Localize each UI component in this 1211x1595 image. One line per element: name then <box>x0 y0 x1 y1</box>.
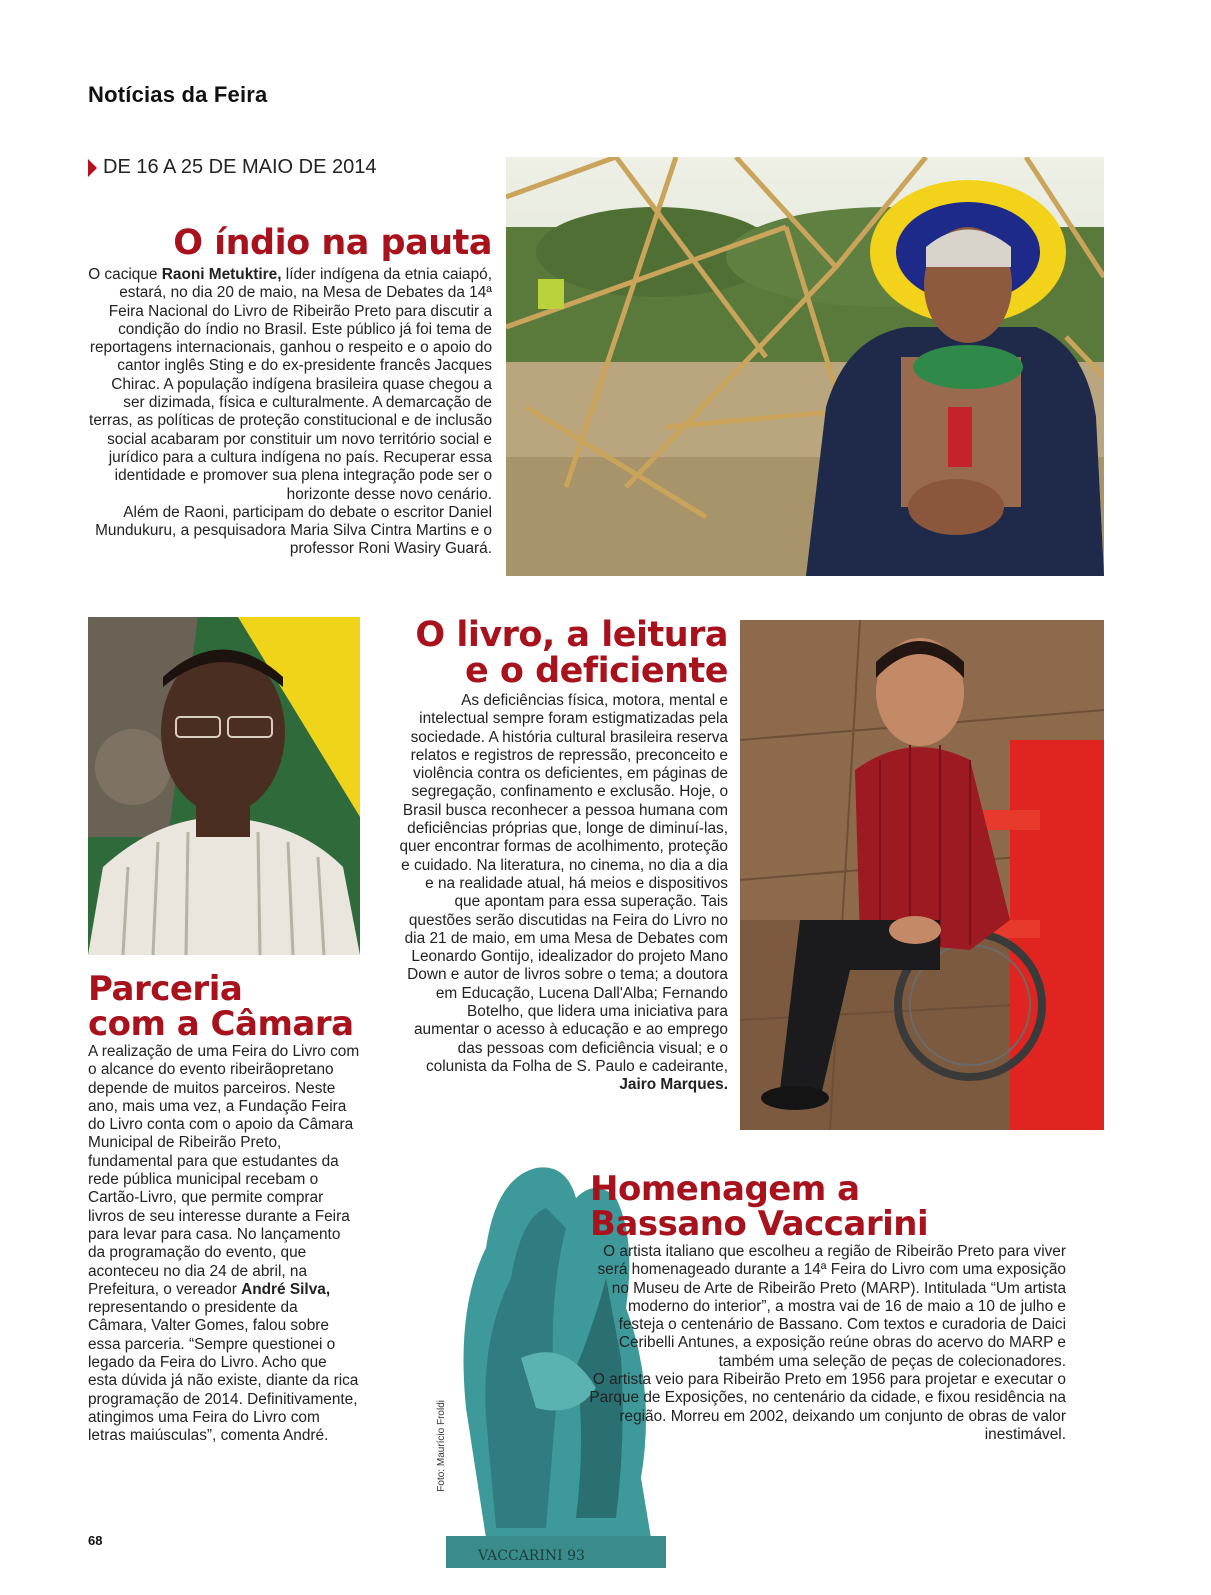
headline-bassano: Homenagem a Bassano Vaccarini <box>590 1169 929 1244</box>
photo-jairo-marques <box>740 620 1104 1130</box>
photo-raoni <box>506 157 1104 576</box>
sculpture-signature: VACCARINI 93 <box>478 1548 585 1564</box>
photo-jairo-illustration <box>740 620 1104 1130</box>
event-date-text: DE 16 A 25 DE MAIO DE 2014 <box>103 156 377 178</box>
section-title: Notícias da Feira <box>88 82 268 107</box>
photo-credit: Foto: Maurício Froldi <box>436 1400 447 1492</box>
article-camara-body: A realização de uma Feira do Livro com o alcance do evento ribeirãopretano depende de muitos parceiros. Neste ano, mais uma vez, a Fundação Feira do Livro conta com o apoio da Câmara Municipal de Ribeirão Preto, fundamental para que estudantes da rede pública municipal recebam o Cartão-Livro, que permite comprar livros de seu interesse durante a Feira para levar para casa. No lançamento da programação do evento, que aconteceu no dia 24 de abril, na Prefeitura, o vereador André Silva, representando o presidente da Câmara, Valter Gomes, falou sobre essa parceria. “Sempre questionei o legado da Feira do Livro. Acho que esta dúvida já não existe, diante da rica programação de 2014. Definitivamente, atingimos uma Feira do Livro com letras maiúsculas”, comenta André. <box>88 1043 360 1445</box>
article-deficiente-body: As deficiências física, motora, mental e intelectual sempre foram estigmatizadas pela sociedade. A história cultural brasileira reserva relatos e registros de repressão, preconceito e violência contra os deficientes, em páginas de segregação, confinamento e exclusão. Hoje, o Brasil busca reconhecer a pessoa humana com deficiências próprias que, longe de diminuí-las, quer encontrar formas de acolhimento, proteção e cuidado. Na literatura, no cinema, no dia a dia e na realidade atual, há meios e dispositivos que apontam para essa superação. Tais questões serão discutidas na Feira do Livro no dia 21 de maio, em uma Mesa de Debates com Leonardo Gontijo, idealizador do projeto Mano Down e autor de livros sobre o tema; a doutora em Educação, Lucena Dall'Alba; Fernando Botelho, que lidera uma iniciativa para aumentar o acesso à educação e ao emprego das pessoas com deficiência visual; e o colunista da Folha de S. Paulo e cadeirante, Jairo Marques. <box>399 692 728 1094</box>
headline-indio: O índio na pauta <box>173 223 492 263</box>
photo-andre-silva <box>88 617 360 955</box>
page-number: 68 <box>88 1533 103 1548</box>
headline-camara: Parceria com a Câmara <box>88 969 354 1044</box>
event-date <box>88 156 376 179</box>
photo-raoni-illustration <box>506 157 1104 576</box>
arrow-icon <box>88 159 97 177</box>
headline-deficiente: O livro, a leitura e o deficiente <box>415 615 728 691</box>
photo-andre-illustration <box>88 617 360 955</box>
article-indio-body: O cacique Raoni Metuktire, líder indígena da etnia caiapó, estará, no dia 20 de maio, na Mesa de Debates da 14ª Feira Nacional do Livro de Ribeirão Preto para discutir a condição do índio no Brasil. Este público já foi tema de reportagens internacionais, ganhou o respeito e o apoio do cantor inglês Sting e do ex-presidente francês Jacques Chirac. A população indígena brasileira quase chegou a ser dizimada, física e culturalmente. A demarcação de terras, as políticas de proteção constitucional e de inclusão social acabaram por constituir um novo território social e jurídico para a cultura indígena no país. Recuperar essa identidade e promover sua plena integração pode ser o horizonte desse novo cenário. Além de Raoni, participam do debate o escritor Daniel Mundukuru, a pesquisadora Maria Silva Cintra Martins e o professor Roni Wasiry Guará. <box>88 266 492 558</box>
article-bassano-body: O artista italiano que escolheu a região de Ribeirão Preto para viver será homenageado durante a 14ª Feira do Livro com uma exposição no Museu de Arte de Ribeirão Preto (MARP). Intitulada “Um artista moderno do interior”, a mostra vai de 16 de maio a 10 de julho e festeja o centenário de Bassano. Com textos e curadoria de Daici Ceribelli Antunes, a exposição reúne obras do acervo do MARP e também uma seleção de peças de colecionadores. O artista veio para Ribeirão Preto em 1956 para projetar e executar o Parque de Exposições, no centenário da cidade, e fixou residência na região. Morreu em 2002, deixando um conjunto de obras de valor inestimável. <box>589 1243 1066 1443</box>
